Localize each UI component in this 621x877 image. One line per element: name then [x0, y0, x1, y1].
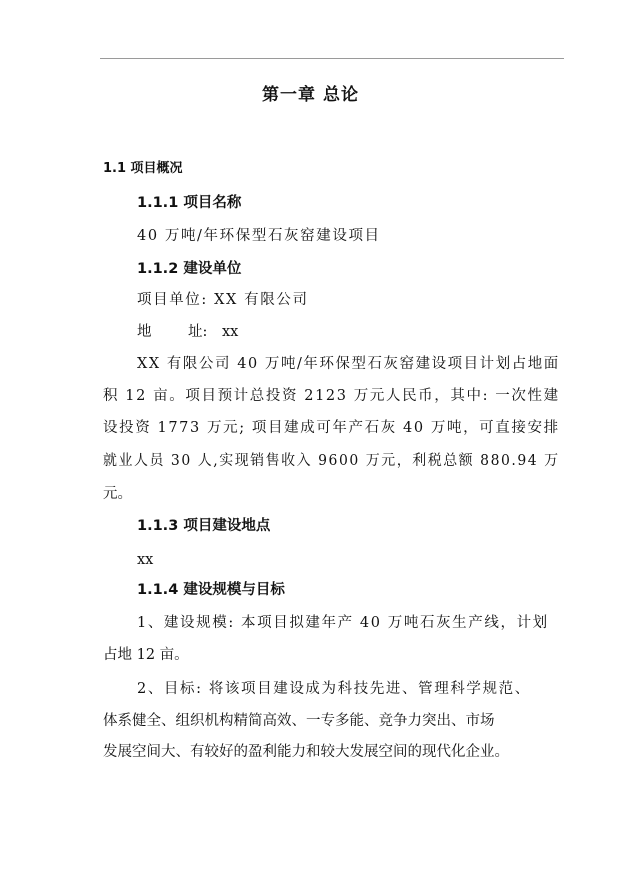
paragraph-line: 元。	[103, 486, 132, 502]
goal-item-line: 体系健全、组织机构精简高效、一专多能、竞争力突出、市场	[103, 713, 495, 729]
project-name-text: 40 万吨/年环保型石灰窑建设项目	[137, 228, 381, 244]
subsection-heading: 1.1.1 项目名称	[137, 195, 242, 211]
scale-item-line: 1、建设规模: 本项目拟建年产 40 万吨石灰生产线，计划	[137, 615, 549, 631]
paragraph-line: XX 有限公司 40 万吨/年环保型石灰窑建设项目计划占地面	[137, 356, 560, 372]
chapter-title: 第一章 总论	[262, 85, 359, 105]
address-value: xx	[222, 324, 239, 340]
paragraph-line: 积 12 亩。项目预计总投资 2123 万元人民币，其中: 一次性建	[103, 388, 560, 404]
goal-item-line: 2、目标: 将该项目建设成为科技先进、管理科学规范、	[137, 681, 531, 697]
scale-item-line: 占地 12 亩。	[103, 647, 189, 663]
unit-line: 项目单位: XX 有限公司	[137, 292, 309, 308]
section-heading: 1.1 项目概况	[103, 161, 183, 176]
subsection-heading: 1.1.4 建设规模与目标	[137, 582, 285, 598]
subsection-heading: 1.1.3 项目建设地点	[137, 518, 271, 534]
subsection-heading: 1.1.2 建设单位	[137, 261, 242, 277]
paragraph-line: 设投资 1773 万元; 项目建成可年产石灰 40 万吨，可直接安排	[103, 420, 560, 436]
paragraph-line: 就业人员 30 人,实现销售收入 9600 万元，利税总额 880.94 万	[103, 453, 560, 469]
location-text: xx	[137, 552, 154, 568]
address-label-part1: 地	[137, 324, 152, 340]
goal-item-line: 发展空间大、有较好的盈利能力和较大发展空间的现代化企业。	[103, 744, 509, 760]
header-rule	[100, 58, 564, 59]
address-label-part2: 址:	[188, 324, 208, 340]
